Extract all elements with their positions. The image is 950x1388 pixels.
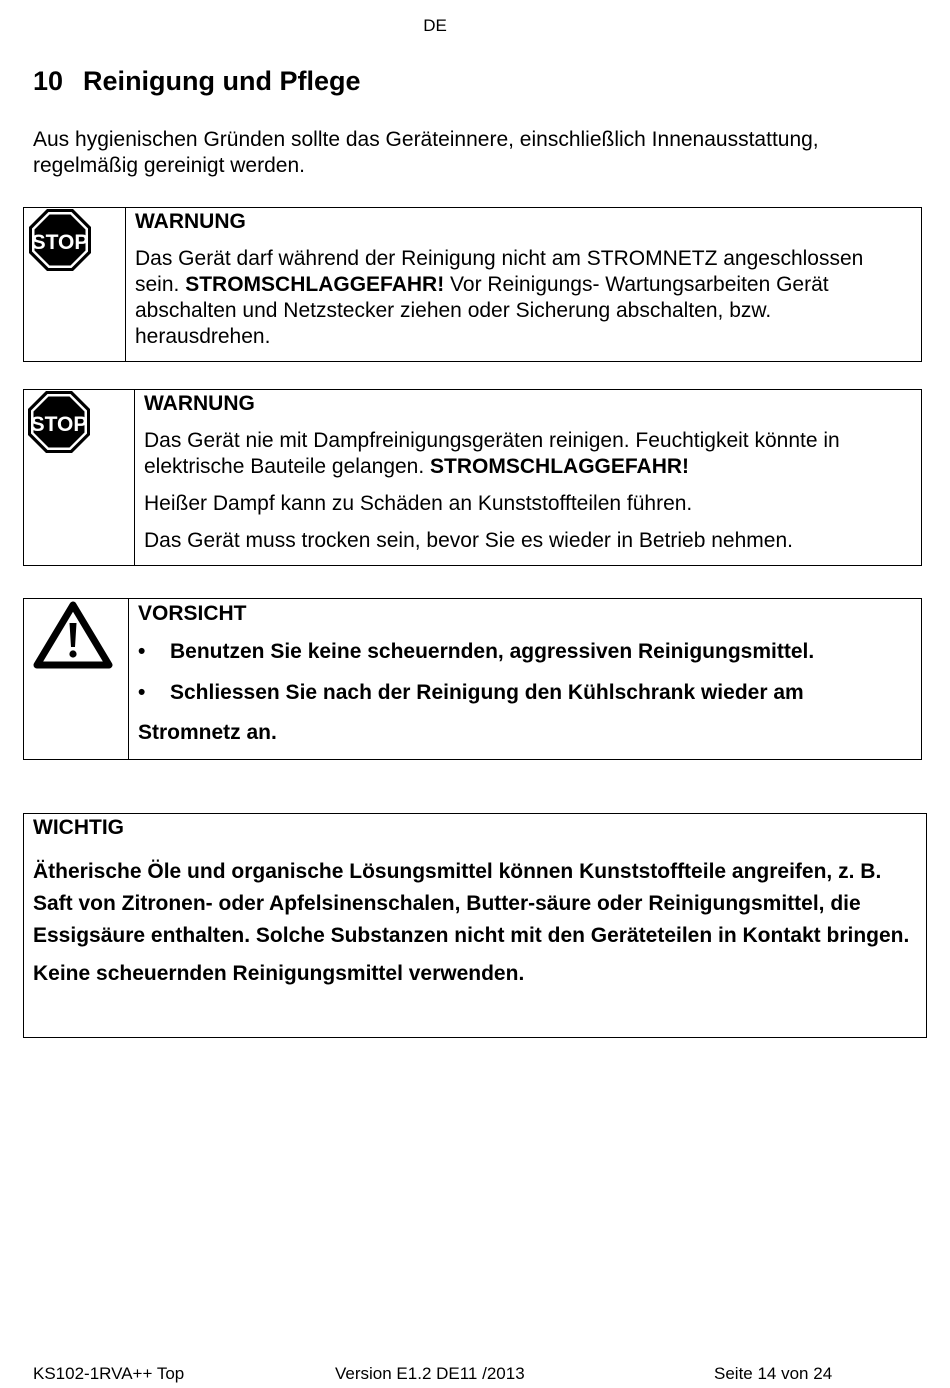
- warning-box-1-text-cell: [125, 208, 921, 361]
- caution-bullet-2-continuation: Stromnetz an.: [138, 721, 277, 744]
- bullet-icon: •: [138, 681, 146, 704]
- caution-bullet-1: [138, 639, 911, 665]
- svg-text:STOP: STOP: [31, 231, 89, 254]
- section-title: Reinigung und Pflege: [83, 66, 361, 96]
- warning-box-2: [23, 389, 922, 566]
- warning-1-text-b: Vor Reinigungs- Wartungsarbeiten Gerät abschalten und Netzstecker ziehen oder Sicherung abschalten, bzw. herausdrehen.: [135, 273, 829, 348]
- warning-2-title: WARNUNG: [144, 392, 255, 415]
- warning-triangle-icon: [33, 601, 113, 669]
- stop-sign-icon: [27, 390, 91, 454]
- caution-bullet-2-text: Schliessen Sie nach der Reinigung den Kühlschrank wieder am: [170, 681, 804, 704]
- warning-2-para-1: [144, 428, 911, 480]
- warning-box-1: [23, 207, 922, 362]
- caution-title: VORSICHT: [138, 602, 247, 625]
- caution-box-icon-cell: [24, 599, 129, 759]
- footer-model: KS102-1RVA++ Top: [33, 1364, 185, 1383]
- warning-1-text-bold: STROMSCHLAGGEFAHR!: [185, 273, 445, 296]
- section-heading: [33, 66, 361, 97]
- warning-1-text-a: Das Gerät darf während der Reinigung nicht am STROMNETZ angeschlossen sein.: [135, 247, 864, 296]
- warning-2-para-1-a: Das Gerät nie mit Dampfreinigungsgeräten reinigen. Feuchtigkeit könnte in elektrische Bauteile gelangen.: [144, 429, 840, 478]
- warning-1-title: WARNUNG: [135, 210, 246, 233]
- caution-box-text-cell: [128, 599, 921, 759]
- warning-1-text: [135, 246, 911, 350]
- intro-paragraph: Aus hygienischen Gründen sollte das Geräteinnere, einschließlich Innenausstattung, regelmäßig gereinigt werden.: [33, 128, 819, 177]
- bullet-icon: •: [138, 640, 146, 663]
- warning-2-para-3: Das Gerät muss trocken sein, bevor Sie es wieder in Betrieb nehmen.: [144, 529, 793, 552]
- section-number: 10: [33, 66, 64, 96]
- caution-bullet-2: [138, 680, 911, 706]
- important-title: WICHTIG: [33, 816, 124, 839]
- important-para-2: Keine scheuernden Reinigungsmittel verwenden.: [33, 962, 525, 985]
- stop-sign-icon: [28, 208, 92, 272]
- warning-box-2-icon-cell: [24, 390, 135, 565]
- footer-version: Version E1.2 DE11 /2013: [335, 1364, 525, 1383]
- caution-box: [23, 598, 922, 760]
- svg-text:STOP: STOP: [30, 413, 88, 436]
- warning-2-para-1-bold: STROMSCHLAGGEFAHR!: [430, 455, 690, 478]
- important-box: [23, 813, 927, 1038]
- important-para-1: Ätherische Öle und organische Lösungsmittel können Kunststoffteile angreifen, z. B. Saft von Zitronen- oder Apfelsinenschalen, Butter-säure oder Reinigungsmittel, die Essigsäure enthalten. Solche Substanzen nicht mit den Geräteteilen in Kontakt bringen.: [33, 860, 910, 947]
- warning-box-1-icon-cell: [24, 208, 126, 361]
- warning-box-2-text-cell: [134, 390, 921, 565]
- caution-bullet-1-text: Benutzen Sie keine scheuernden, aggressiven Reinigungsmittel.: [170, 640, 815, 663]
- footer-page-number: Seite 14 von 24: [714, 1364, 833, 1383]
- warning-2-para-2: Heißer Dampf kann zu Schäden an Kunststoffteilen führen.: [144, 492, 693, 515]
- language-code: DE: [423, 16, 447, 35]
